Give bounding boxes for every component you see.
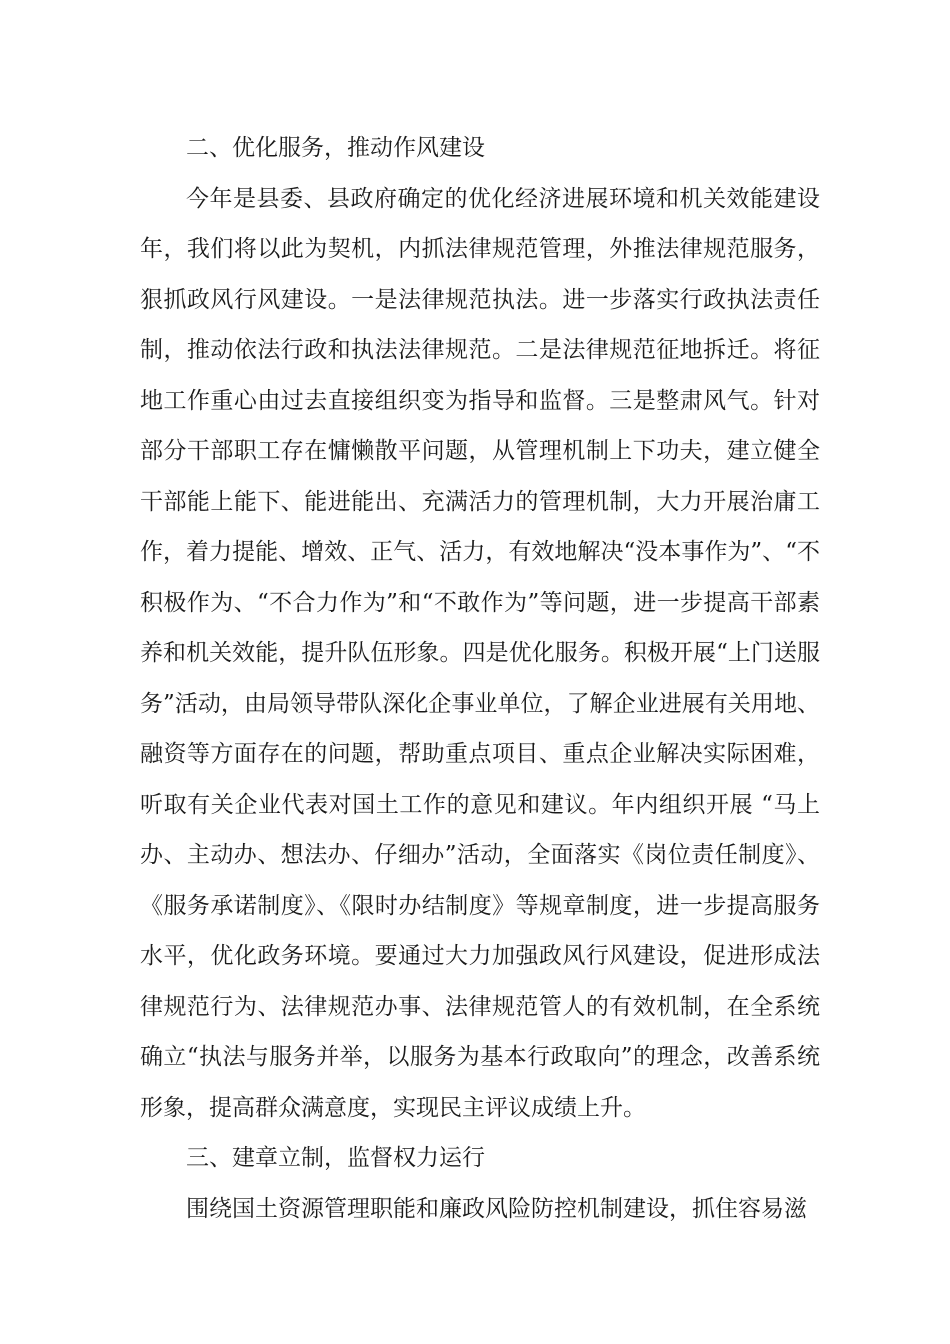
section-heading-2: 二、优化服务，推动作风建设 [186, 135, 485, 161]
document-body [140, 123, 820, 1234]
section-heading-3: 三、建章立制，监督权力运行 [186, 1145, 485, 1171]
section-paragraph-3: 围绕国土资源管理职能和廉政风险防控机制建设，抓住容易滋 [186, 1195, 807, 1222]
section-paragraph-2: 今年是县委、县政府确定的优化经济进展环境和机关效能建设年，我们将以此为契机，内抓法律规范管理，外推法律规范服务，狠抓政风行风建设。一是法律规范执法。进一步落实行政执法责任制，推动依法行政和执法法律规范。二是法律规范征地拆迁。将征地工作重心由过去直接组织变为指导和监督。三是整肃风气。针对部分干部职工存在慵懒散平问题，从管理机制上下功夫，建立健全干部能上能下、能进能出、充满活力的管理机制，大力开展治庸工作，着力提能、增效、正气、活力，有效地解决“没本事作为”、“不积极作为、“不合力作为”和“不敢作为”等问题，进一步提高干部素养和机关效能，提升队伍形象。四是优化服务。积极开展“上门送服务”活动，由局领导带队深化企事业单位，了解企业进展有关用地、融资等方面存在的问题，帮助重点项目、重点企业解决实际困难，听取有关企业代表对国土工作的意见和建议。年内组织开展 “马上办、主动办、想法办、仔细办”活动，全面落实《岗位责任制度》、《服务承诺制度》、《限时办结制度》等规章制度，进一步提高服务水平，优化政务环境。要通过大力加强政风行风建设，促进形成法律规范行为、法律规范办事、法律规范管人的有效机制，在全系统确立“执法与服务并举，以服务为基本行政取向”的理念，改善系统形象，提高群众满意度，实现民主评议成绩上升。 [140, 185, 820, 1121]
